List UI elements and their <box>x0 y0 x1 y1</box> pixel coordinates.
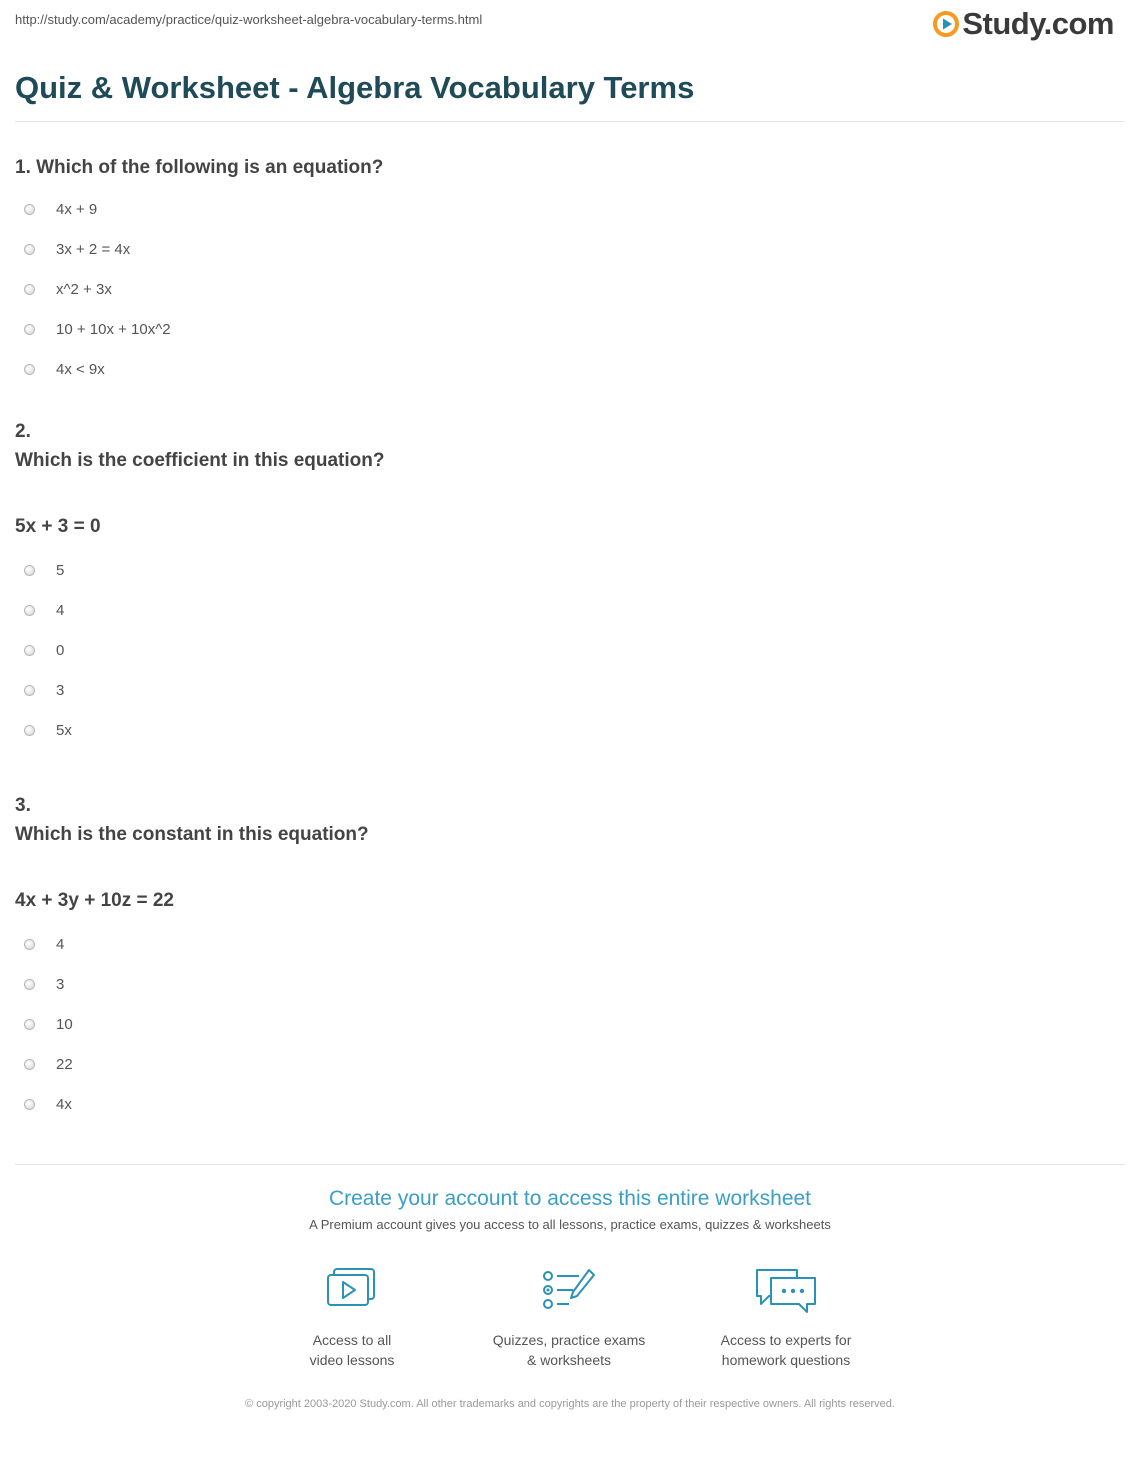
title-divider <box>15 121 1125 122</box>
answer-options <box>15 189 1115 389</box>
radio-button[interactable] <box>24 979 35 990</box>
feature-experts <box>686 1266 886 1370</box>
question-text: Which is the coefficient in this equation? <box>15 450 385 471</box>
option-label: 3 <box>56 975 65 993</box>
question-expression: 4x + 3y + 10z = 22 <box>15 890 174 911</box>
radio-button[interactable] <box>24 939 35 950</box>
radio-button[interactable] <box>24 1019 35 1030</box>
radio-button[interactable] <box>24 284 35 295</box>
answer-option[interactable] <box>15 1084 1115 1124</box>
option-label: 0 <box>56 641 65 659</box>
option-label: 3x + 2 = 4x <box>56 240 131 258</box>
answer-option[interactable] <box>15 590 1115 630</box>
radio-button[interactable] <box>24 565 35 576</box>
question-text: 1. Which of the following is an equation? <box>15 157 384 178</box>
feature-label-line: video lessons <box>309 1352 395 1368</box>
radio-button[interactable] <box>24 364 35 375</box>
radio-button[interactable] <box>24 605 35 616</box>
feature-quizzes <box>469 1266 669 1370</box>
create-account-link[interactable]: Create your account to access this entire worksheet <box>328 1187 812 1210</box>
answer-option[interactable] <box>15 924 1115 964</box>
feature-label <box>252 1330 452 1370</box>
answer-options <box>15 924 1115 1124</box>
feature-label-line: Access to all <box>312 1332 392 1348</box>
study-logo[interactable] <box>932 6 1114 42</box>
option-label: x^2 + 3x <box>56 280 112 298</box>
option-label: 5 <box>56 561 65 579</box>
answer-option[interactable] <box>15 349 1115 389</box>
question-expression: 5x + 3 = 0 <box>15 516 101 537</box>
radio-button[interactable] <box>24 1059 35 1070</box>
option-label: 4x + 9 <box>56 200 98 218</box>
feature-label <box>686 1330 886 1370</box>
page-header <box>0 0 1140 50</box>
answer-option[interactable] <box>15 630 1115 670</box>
answer-options <box>15 550 1115 750</box>
question-number: 3. <box>15 795 31 816</box>
feature-label-line: Access to experts for <box>720 1332 852 1348</box>
cta-subtitle: A Premium account gives you access to all lessons, practice exams, quizzes & worksheets <box>309 1217 831 1232</box>
answer-option[interactable] <box>15 1004 1115 1044</box>
answer-option[interactable] <box>15 189 1115 229</box>
answer-option[interactable] <box>15 269 1115 309</box>
play-circle-icon <box>932 10 960 38</box>
section-divider <box>15 1164 1125 1165</box>
answer-option[interactable] <box>15 550 1115 590</box>
feature-label-line: homework questions <box>721 1352 851 1368</box>
option-label: 4x < 9x <box>56 360 105 378</box>
question-text: Which is the constant in this equation? <box>15 824 369 845</box>
option-label: 4 <box>56 935 65 953</box>
chat-bubbles-icon <box>753 1266 819 1318</box>
page-url: http://study.com/academy/practice/quiz-worksheet-algebra-vocabulary-terms.html <box>15 12 483 27</box>
answer-option[interactable] <box>15 670 1115 710</box>
option-label: 4x <box>56 1095 72 1113</box>
radio-button[interactable] <box>24 244 35 255</box>
quiz-checklist-icon <box>539 1266 599 1318</box>
feature-video-lessons <box>252 1266 452 1370</box>
page-title: Quiz & Worksheet - Algebra Vocabulary Terms <box>15 70 695 105</box>
answer-option[interactable] <box>15 964 1115 1004</box>
option-label: 10 <box>56 1015 73 1033</box>
question-number: 2. <box>15 421 31 442</box>
option-label: 22 <box>56 1055 73 1073</box>
question-2 <box>15 417 1115 750</box>
answer-option[interactable] <box>15 710 1115 750</box>
option-label: 5x <box>56 721 72 739</box>
radio-button[interactable] <box>24 324 35 335</box>
logo-text: Study.com <box>962 6 1114 41</box>
video-lesson-icon <box>322 1266 382 1318</box>
option-label: 3 <box>56 681 65 699</box>
question-3 <box>15 791 1115 1124</box>
answer-option[interactable] <box>15 1044 1115 1084</box>
answer-option[interactable] <box>15 309 1115 349</box>
copyright-footer: © copyright 2003-2020 Study.com. All other trademarks and copyrights are the property of their respective owners. All rights reserved. <box>245 1398 895 1410</box>
radio-button[interactable] <box>24 204 35 215</box>
radio-button[interactable] <box>24 1099 35 1110</box>
option-label: 10 + 10x + 10x^2 <box>56 320 171 338</box>
feature-label-line: & worksheets <box>526 1352 612 1368</box>
radio-button[interactable] <box>24 645 35 656</box>
answer-option[interactable] <box>15 229 1115 269</box>
feature-label-line: Quizzes, practice exams <box>492 1332 646 1348</box>
feature-label <box>469 1330 669 1370</box>
question-1 <box>15 153 1115 389</box>
radio-button[interactable] <box>24 685 35 696</box>
option-label: 4 <box>56 601 65 619</box>
radio-button[interactable] <box>24 725 35 736</box>
